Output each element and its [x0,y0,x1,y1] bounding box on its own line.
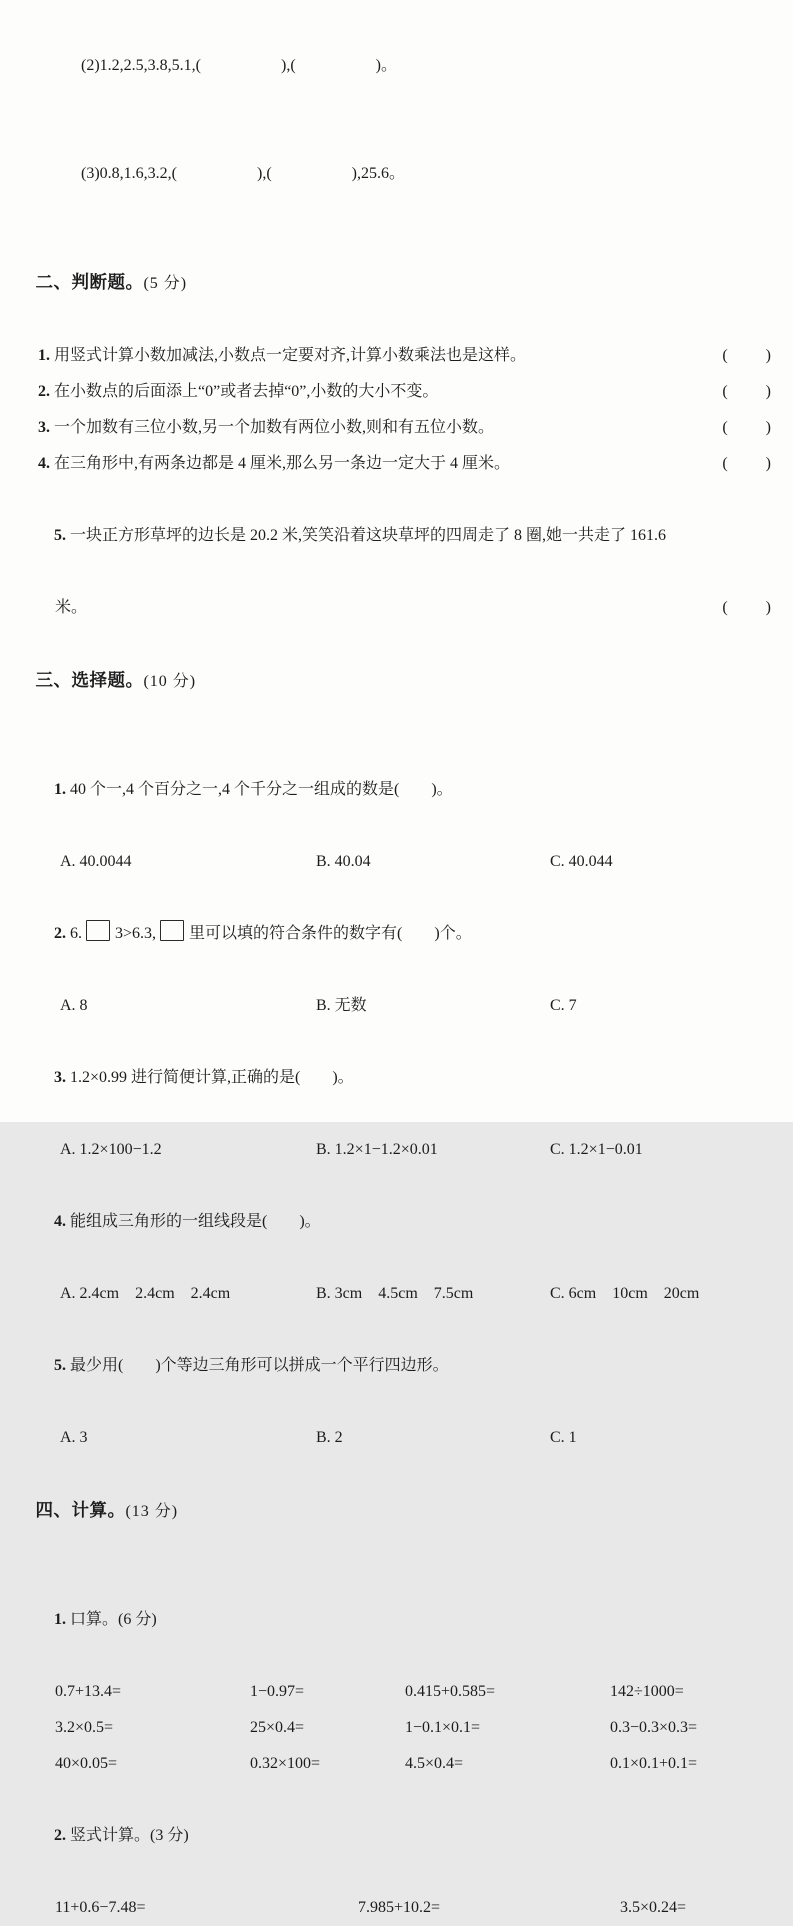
option-a: A. 3 [60,1429,88,1446]
answer-paren: ( ) [722,383,773,400]
judge-item-3 [14,410,775,446]
oral-expression: 0.32×100= [250,1755,321,1772]
subsection-number: 1. [54,1611,66,1628]
question-text: 1.2×0.99 进行简便计算,正确的是( )。 [66,1069,354,1086]
question-text: 40 个一,4 个百分之一,4 个千分之一组成的数是( )。 [66,781,453,798]
choice-question-2 [14,880,775,988]
choice-question-4 [14,1168,775,1276]
blank-box [160,920,184,941]
vertical-calc-row [14,1890,775,1926]
question-number: 4. [38,455,50,472]
question-text: 在小数点的后面添上“0”或者去掉“0”,小数的大小不变。 [50,383,439,400]
question-number: 3. [54,1069,66,1086]
vertical-calc-header [14,1782,775,1890]
question-text: 一个加数有三位小数,另一个加数有两位小数,则和有五位小数。 [50,419,495,436]
oral-calc-row-2 [14,1710,775,1746]
question-text: 最少用( )个等边三角形可以拼成一个平行四边形。 [66,1357,449,1374]
option-c: C. 1.2×1−0.01 [550,1141,643,1158]
section-title: 四、计算。 [35,1500,126,1520]
judge-item-1 [14,338,775,374]
option-c: C. 40.044 [550,853,613,870]
question-text: 6. [66,925,82,942]
oral-expression: 1−0.97= [250,1683,305,1700]
question-number: 3. [38,419,50,436]
question-number: 1. [54,781,66,798]
option-a: A. 40.0044 [60,853,132,870]
choice-question-1 [14,736,775,844]
choice-options-2 [14,988,775,1024]
question-number: 4. [54,1213,66,1230]
option-b: B. 40.04 [316,853,371,870]
answer-paren: ( ) [722,599,773,616]
oral-expression: 0.415+0.585= [405,1683,496,1700]
oral-expression: 0.3−0.3×0.3= [610,1719,698,1736]
oral-expression: 40×0.05= [55,1755,118,1772]
question-text: 里可以填的符合条件的数字有( )个。 [189,925,472,942]
oral-expression: 0.7+13.4= [55,1683,122,1700]
answer-paren: ( ) [722,455,773,472]
question-text: 能组成三角形的一组线段是( )。 [66,1213,321,1230]
vertical-expression: 7.985+10.2= [358,1899,441,1916]
oral-calc-row-3 [14,1746,775,1782]
vertical-expression: 11+0.6−7.48= [55,1899,146,1916]
choice-options-3 [14,1132,775,1168]
option-c: C. 1 [550,1429,577,1446]
oral-calc-row-1 [14,1674,775,1710]
section-calc-header [14,1456,775,1566]
question-text: 用竖式计算小数加减法,小数点一定要对齐,计算小数乘法也是这样。 [50,347,527,364]
question-text: 一块正方形草坪的边长是 20.2 米,笑笑沿着这块草坪的四周走了 8 圈,她一共走了 161.6 [66,527,667,544]
fill-sequence-line-3 [14,120,775,228]
oral-expression: 3.2×0.5= [55,1719,114,1736]
option-a: A. 1.2×100−1.2 [60,1141,162,1158]
oral-expression: 142÷1000= [610,1683,684,1700]
question-number: 5. [54,1357,66,1374]
answer-paren: ( ) [722,419,773,436]
vertical-expression: 3.5×0.24= [620,1899,687,1916]
section-judge-header [14,228,775,338]
question-number: 5. [54,527,66,544]
oral-expression: 4.5×0.4= [405,1755,464,1772]
choice-options-5 [14,1420,775,1456]
fill-sequence-text: (2)1.2,2.5,3.8,5.1,( ),( )。 [81,57,397,74]
section-title: 三、选择题。 [35,670,144,690]
judge-item-4 [14,446,775,482]
oral-expression: 25×0.4= [250,1719,305,1736]
option-b: B. 3cm 4.5cm 7.5cm [316,1285,474,1302]
subsection-number: 2. [54,1827,66,1844]
option-a: A. 8 [60,997,88,1014]
judge-item-5-line-1 [14,482,775,590]
option-b: B. 1.2×1−1.2×0.01 [316,1141,438,1158]
option-c: C. 7 [550,997,577,1014]
answer-paren: ( ) [722,347,773,364]
section-score: (13 分) [125,1503,179,1520]
question-number: 2. [54,925,66,942]
subsection-score: (6 分) [118,1611,157,1628]
subsection-score: (3 分) [150,1827,189,1844]
fill-sequence-line-2 [14,12,775,120]
choice-question-3 [14,1024,775,1132]
section-score: (10 分) [143,673,197,690]
option-b: B. 2 [316,1429,343,1446]
choice-question-5 [14,1312,775,1420]
section-title: 二、判断题。 [35,272,144,292]
judge-item-5-line-2 [14,590,775,626]
question-number: 1. [38,347,50,364]
subsection-label: 竖式计算。 [66,1827,151,1844]
option-c: C. 6cm 10cm 20cm [550,1285,700,1302]
oral-calc-header [14,1566,775,1674]
fill-sequence-text: (3)0.8,1.6,3.2,( ),( ),25.6。 [81,165,405,182]
oral-expression: 1−0.1×0.1= [405,1719,481,1736]
section-score: (5 分) [143,275,188,292]
choice-options-4 [14,1276,775,1312]
blank-box [86,920,110,941]
option-b: B. 无数 [316,997,367,1014]
oral-expression: 0.1×0.1+0.1= [610,1755,698,1772]
question-number: 2. [38,383,50,400]
question-text-continued: 米。 [55,599,88,616]
question-text: 在三角形中,有两条边都是 4 厘米,那么另一条边一定大于 4 厘米。 [50,455,511,472]
choice-options-1 [14,844,775,880]
subsection-label: 口算。 [66,1611,119,1628]
question-text: 3>6.3, [115,925,157,942]
judge-item-2 [14,374,775,410]
option-a: A. 2.4cm 2.4cm 2.4cm [60,1285,231,1302]
section-choice-header [14,626,775,736]
